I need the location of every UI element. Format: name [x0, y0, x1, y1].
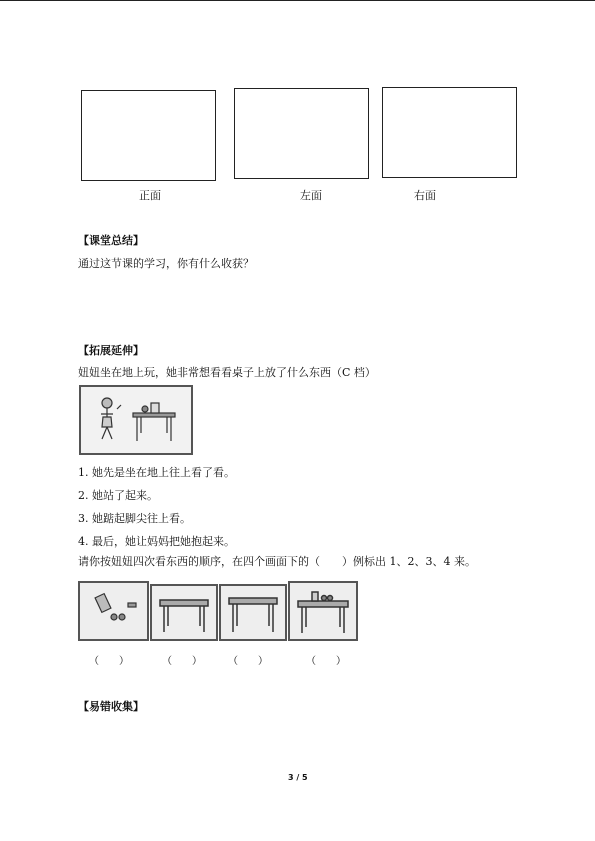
table-low-view-drawing — [152, 586, 216, 639]
answer-blank-3[interactable]: （ ） — [228, 656, 268, 667]
front-view-label: 正面 — [139, 189, 161, 202]
view-picture-2 — [150, 584, 218, 641]
summary-heading: 【课堂总结】 — [78, 234, 144, 247]
extension-heading: 【拓展延伸】 — [78, 344, 144, 357]
girl-table-illustration — [79, 385, 193, 455]
answer-blank-4[interactable]: （ ） — [306, 656, 346, 667]
top-down-view-drawing — [80, 583, 147, 639]
top-rule — [0, 0, 595, 1]
summary-question: 通过这节课的学习，你有什么收获？ — [78, 257, 254, 270]
extension-step-3: 3. 她踮起脚尖往上看。 — [78, 512, 191, 525]
front-view-box[interactable] — [81, 90, 216, 181]
left-view-label: 左面 — [300, 189, 322, 202]
girl-table-drawing — [81, 387, 191, 453]
right-view-label: 右面 — [414, 189, 436, 202]
extension-step-1: 1. 她先是坐在地上往上看了看。 — [78, 466, 235, 479]
view-picture-1 — [78, 581, 149, 641]
left-view-box[interactable] — [234, 88, 369, 179]
table-top-items-view-drawing — [290, 583, 356, 639]
extension-step-4: 4. 最后，她让妈妈把她抱起来。 — [78, 535, 235, 548]
mistakes-heading: 【易错收集】 — [78, 700, 144, 713]
answer-blank-1[interactable]: （ ） — [89, 656, 129, 667]
view-picture-3 — [219, 584, 287, 641]
extension-intro: 妞妞坐在地上玩，她非常想看看桌子上放了什么东西（C 档） — [78, 366, 376, 379]
page-number: 3 / 5 — [288, 773, 308, 782]
table-side-view-drawing — [221, 586, 285, 639]
extension-step-2: 2. 她站了起来。 — [78, 489, 158, 502]
right-view-box[interactable] — [382, 87, 517, 178]
answer-blank-2[interactable]: （ ） — [162, 656, 202, 667]
extension-instruction: 请你按妞妞四次看东西的顺序，在四个画面下的（ ）例标出 1、2、3、4 来。 — [78, 555, 476, 568]
view-picture-4 — [288, 581, 358, 641]
